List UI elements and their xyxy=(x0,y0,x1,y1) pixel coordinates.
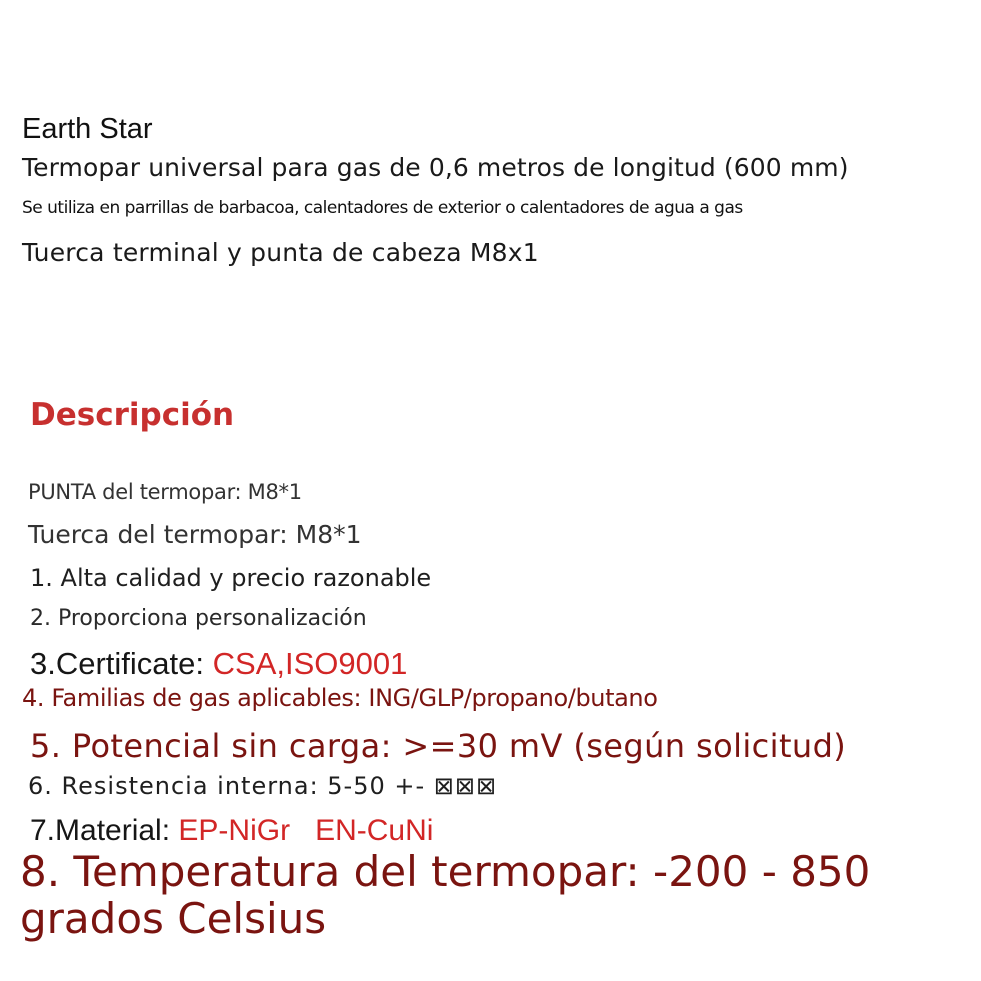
spec-certificate xyxy=(30,648,407,679)
spec-open-circuit-voltage: 5. Potencial sin carga: >=30 mV (según solicitud) xyxy=(30,727,847,765)
terminal-spec: Tuerca terminal y punta de cabeza M8x1 xyxy=(22,238,539,267)
spec-gas-families: 4. Familias de gas aplicables: ING/GLP/propano/butano xyxy=(22,684,658,712)
certificate-value: CSA,ISO9001 xyxy=(212,646,408,681)
spec-internal-resistance: 6. Resistencia interna: 5-50 +- ⊠⊠⊠ xyxy=(28,772,498,800)
description-heading: Descripción xyxy=(30,397,235,433)
product-title: Termopar universal para gas de 0,6 metros de longitud (600 mm) xyxy=(22,153,849,182)
spec-quality: 1. Alta calidad y precio razonable xyxy=(30,564,432,592)
spec-nut: Tuerca del termopar: M8*1 xyxy=(28,520,362,549)
spec-tip: PUNTA del termopar: M8*1 xyxy=(28,480,302,504)
brand-name: Earth Star xyxy=(22,113,153,145)
spec-material xyxy=(30,816,433,846)
spec-customization: 2. Proporciona personalización xyxy=(30,606,367,631)
material-value-positive: EP-NiGr xyxy=(178,814,291,847)
material-label: 7.Material: xyxy=(30,814,179,847)
spec-temperature: 8. Temperatura del termopar: -200 - 850 grados Celsius xyxy=(20,847,871,944)
material-value-negative: EN-CuNi xyxy=(315,814,434,847)
certificate-label: 3.Certificate: xyxy=(30,646,213,681)
usage-text: Se utiliza en parrillas de barbacoa, calentadores de exterior o calentadores de agua a gas xyxy=(22,198,743,218)
